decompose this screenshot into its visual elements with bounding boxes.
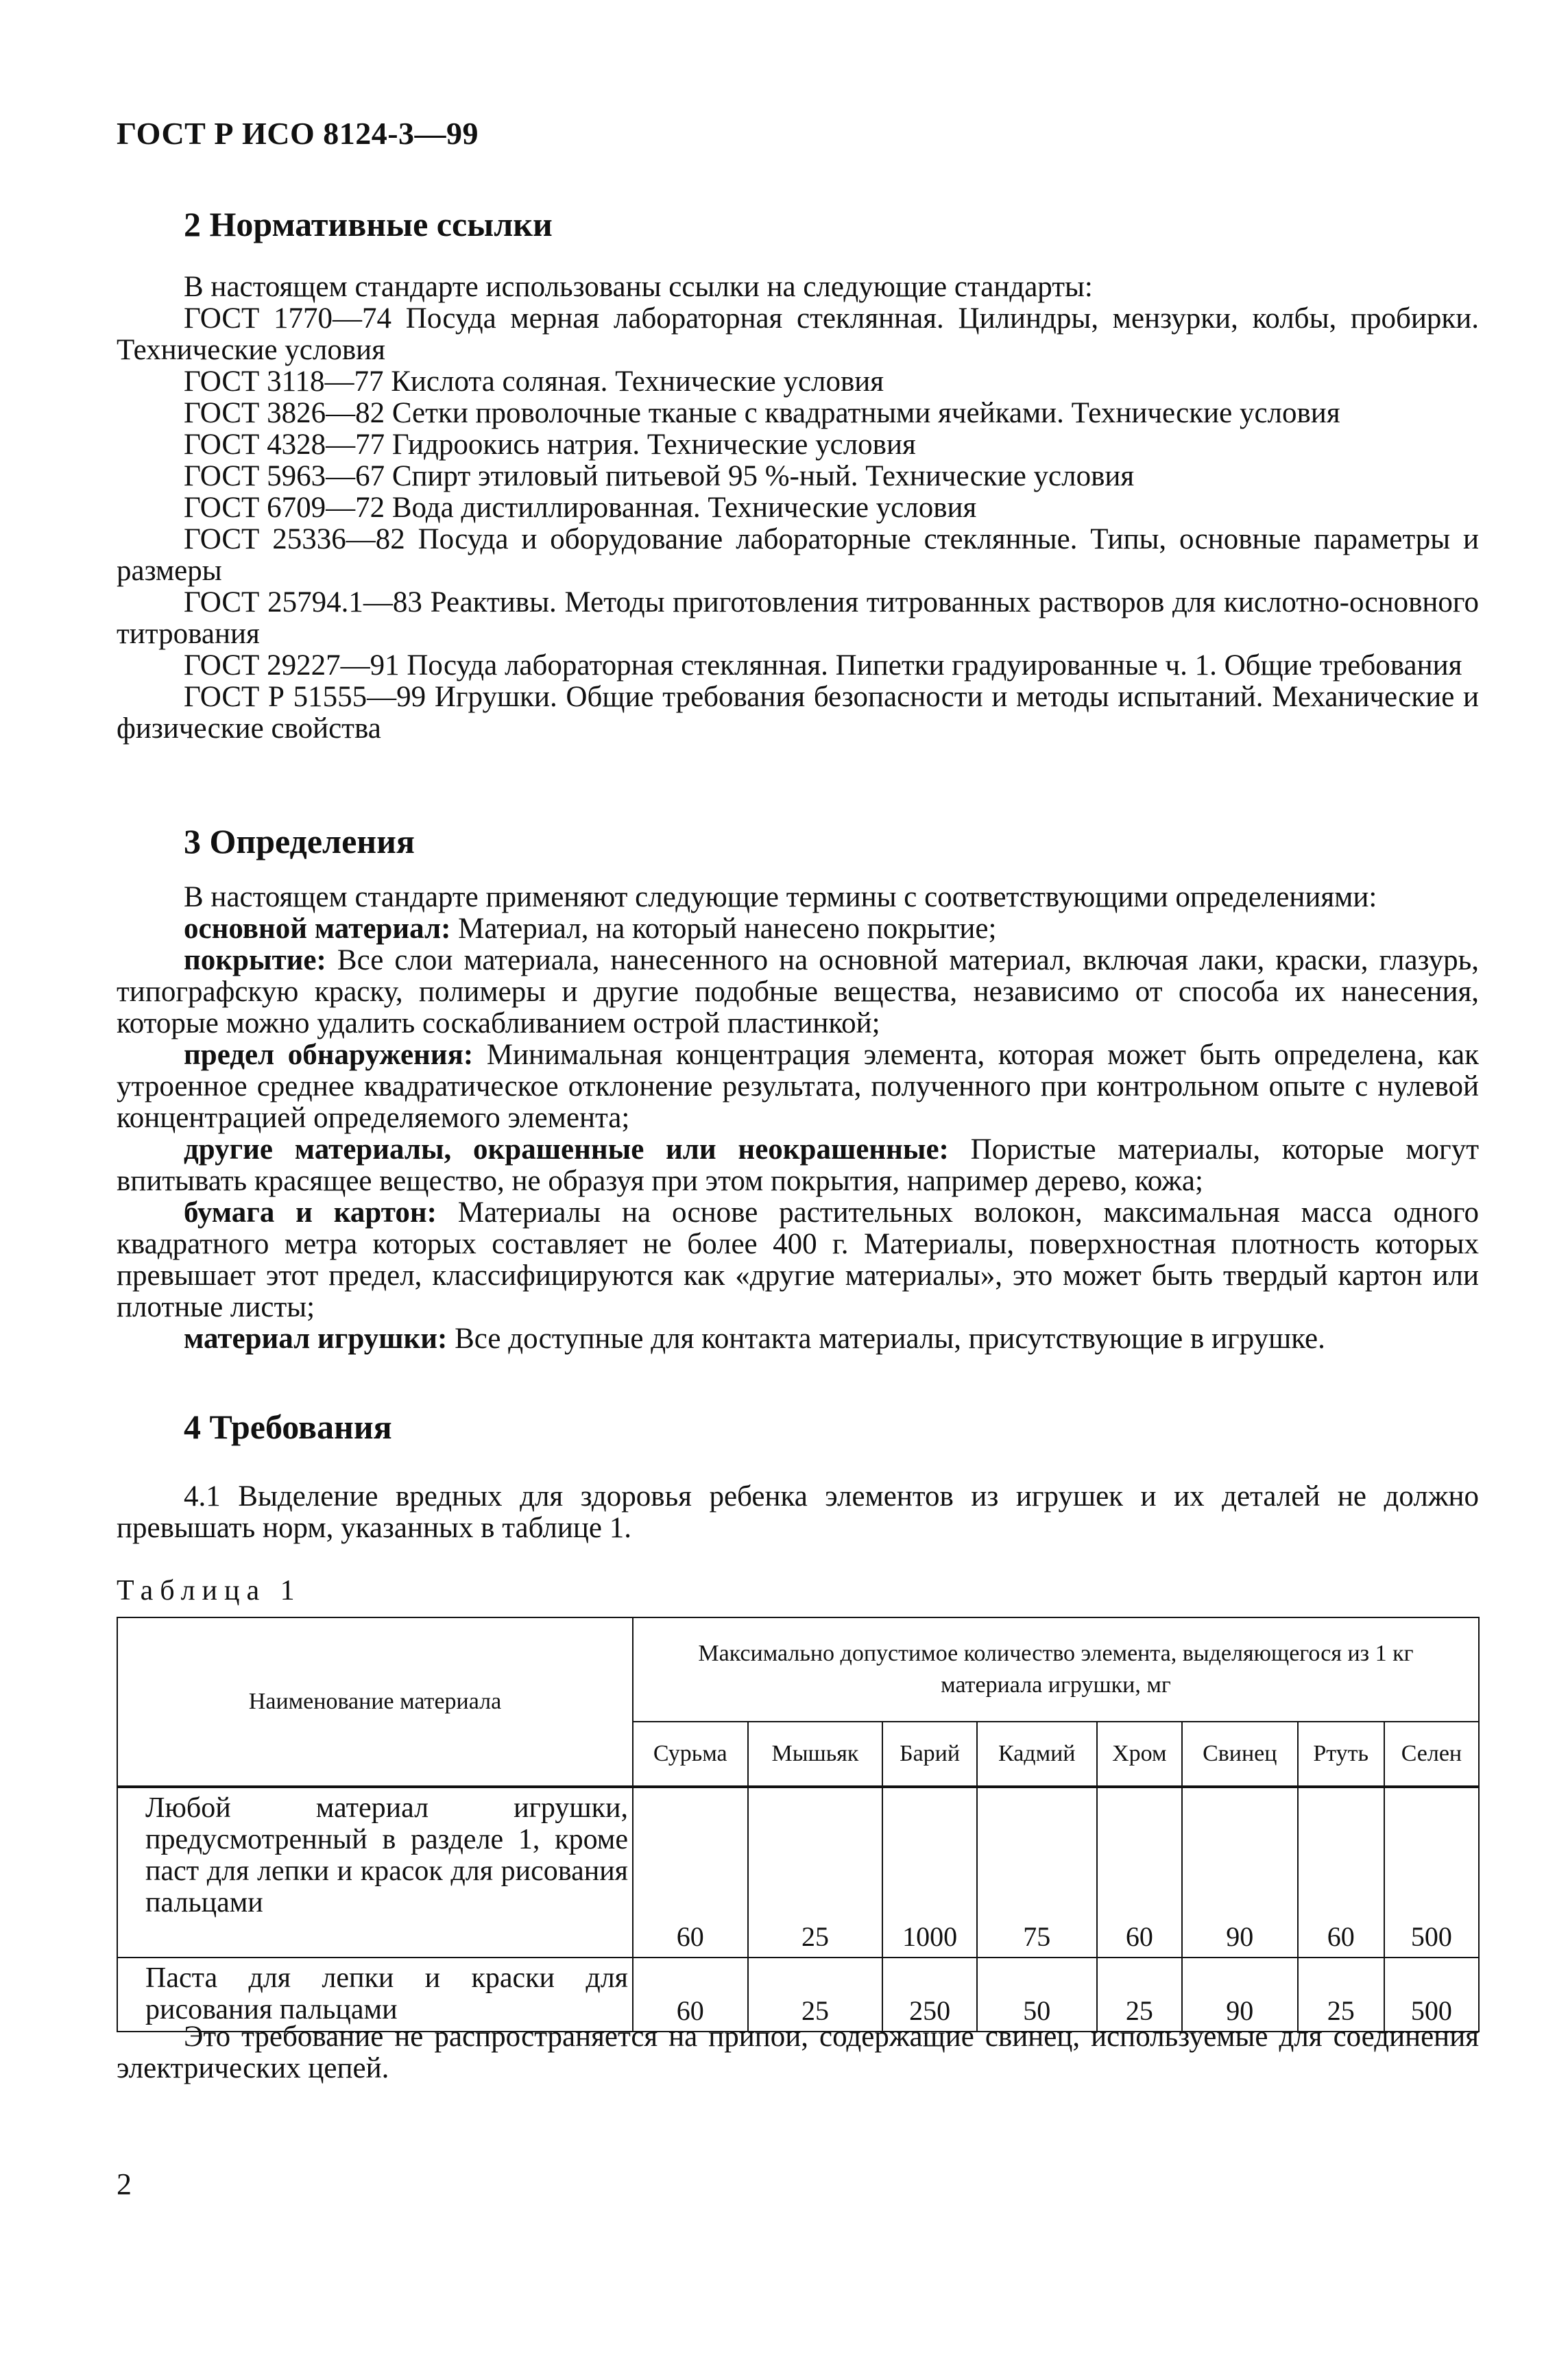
column-header-element: Мышьяк — [748, 1722, 883, 1787]
reference-item: ГОСТ 25336—82 Посуда и оборудование лабораторные стеклянные. Типы, основные параметры и размеры — [117, 523, 1479, 587]
definition-term: основной материал: — [184, 913, 451, 945]
value-cell: 60 — [633, 1787, 748, 1958]
definition-term: другие материалы, окрашенные или неокрашенные: — [184, 1133, 949, 1166]
definition-item — [117, 945, 1479, 1039]
page-number: 2 — [117, 2167, 132, 2201]
section-4-title: 4 Требования — [184, 1408, 392, 1446]
definition-text: Материалы на основе растительных волокон, максимальная масса одного квадратного метра которых составляет не более 400 г. Материалы, поверхностная плотность которых превышает этот предел, классифицируются как «другие материалы», это может быть твердый картон или плотные листы; — [117, 1196, 1479, 1323]
column-header-element: Хром — [1097, 1722, 1182, 1787]
column-header-material: Наименование материала — [117, 1617, 633, 1787]
reference-item: ГОСТ 5963—67 Спирт этиловый питьевой 95 %-ный. Технические условия — [184, 460, 1135, 492]
definition-text: Минимальная концентрация элемента, которая может быть определена, как утроенное среднее квадратическое отклонение результата, полученного при контрольном опыте с нулевой концентрацией определяемого элемента; — [117, 1039, 1480, 1134]
reference-item: ГОСТ 3826—82 Сетки проволочные тканые с квадратными ячейками. Технические условия — [184, 397, 1340, 429]
column-header-element: Сурьма — [633, 1722, 748, 1787]
definition-text: Пористые материалы, которые могут впитывать красящее вещество, не образуя при этом покрытия, например дерево, кожа; — [117, 1133, 1479, 1197]
definition-item — [117, 913, 1479, 945]
section-2-body — [117, 272, 1479, 745]
reference-item: ГОСТ 1770—74 Посуда мерная лабораторная стеклянная. Цилиндры, мензурки, колбы, пробирки. Технические условия — [117, 302, 1479, 366]
section-4-paragraph: 4.1 Выделение вредных для здоровья ребенка элементов из игрушек и их деталей не должно превышать норм, указанных в таблице 1. — [117, 1480, 1479, 1544]
definition-item — [117, 1323, 1479, 1355]
column-header-group: Максимально допустимое количество элемента, выделяющегося из 1 кг материала игрушки, мг — [633, 1617, 1479, 1722]
column-header-element: Селен — [1384, 1722, 1479, 1787]
value-cell: 90 — [1182, 1787, 1298, 1958]
reference-item: ГОСТ 3118—77 Кислота соляная. Технические условия — [184, 365, 884, 398]
value-cell: 25 — [748, 1787, 883, 1958]
column-header-element: Барий — [882, 1722, 976, 1787]
value-cell: 25 — [1097, 1958, 1182, 2032]
column-header-element: Свинец — [1182, 1722, 1298, 1787]
definition-item — [117, 1197, 1479, 1323]
definition-text: Все доступные для контакта материалы, присутствующие в игрушке. — [447, 1323, 1325, 1355]
value-cell: 60 — [633, 1958, 748, 2032]
section-3-title: 3 Определения — [184, 822, 415, 860]
definition-item — [117, 1134, 1479, 1197]
value-cell: 500 — [1384, 1787, 1479, 1958]
section-3-intro: В настоящем стандарте применяют следующие термины с соответствующими определениями: — [184, 881, 1377, 913]
column-header-element: Ртуть — [1298, 1722, 1384, 1787]
value-cell: 1000 — [882, 1787, 976, 1958]
section-3-body — [117, 882, 1479, 1355]
value-cell: 50 — [977, 1958, 1097, 2032]
value-cell: 25 — [748, 1958, 883, 2032]
value-cell: 90 — [1182, 1958, 1298, 2032]
value-cell: 75 — [977, 1787, 1097, 1958]
table-row — [117, 1787, 1479, 1958]
value-cell: 60 — [1097, 1787, 1182, 1958]
value-cell: 250 — [882, 1958, 976, 2032]
definition-term: покрытие: — [184, 944, 326, 976]
definition-text: Все слои материала, нанесенного на основной материал, включая лаки, краски, глазурь, типографскую краску, полимеры и другие подобные вещества, независимо от способа их нанесения, которые можно удалить соскабливанием острой пластинкой; — [117, 944, 1479, 1039]
value-cell: 500 — [1384, 1958, 1479, 2032]
definition-term: материал игрушки: — [184, 1323, 448, 1355]
document-header-code: ГОСТ Р ИСО 8124-3—99 — [117, 116, 479, 151]
reference-item: ГОСТ Р 51555—99 Игрушки. Общие требования безопасности и методы испытаний. Механические и физические свойства — [117, 681, 1479, 745]
definition-item — [117, 1039, 1479, 1134]
section-4-note: Это требование не распространяется на припои, содержащие свинец, используемые для соединения электрических цепей. — [117, 2021, 1479, 2084]
column-header-element: Кадмий — [977, 1722, 1097, 1787]
section-2-intro: В настоящем стандарте использованы ссылки на следующие стандарты: — [184, 271, 1093, 303]
reference-item: ГОСТ 6709—72 Вода дистиллированная. Технические условия — [184, 492, 977, 524]
value-cell: 25 — [1298, 1958, 1384, 2032]
definition-term: предел обнаружения: — [184, 1039, 474, 1071]
definition-term: бумага и картон: — [184, 1196, 437, 1229]
material-cell: Любой материал игрушки, предусмотренный в разделе 1, кроме паст для лепки и красок для рисования пальцами — [117, 1787, 633, 1958]
section-2-title: 2 Нормативные ссылки — [184, 205, 553, 243]
value-cell: 60 — [1298, 1787, 1384, 1958]
reference-item: ГОСТ 25794.1—83 Реактивы. Методы приготовления титрованных растворов для кислотно-основного титрования — [117, 586, 1479, 650]
elements-table — [117, 1617, 1480, 2032]
definition-text: Материал, на который нанесено покрытие; — [450, 913, 997, 945]
material-cell: Паста для лепки и краски для рисования пальцами — [117, 1958, 633, 2032]
reference-item: ГОСТ 4328—77 Гидроокись натрия. Технические условия — [184, 429, 916, 461]
reference-item: ГОСТ 29227—91 Посуда лабораторная стеклянная. Пипетки градуированные ч. 1. Общие требования — [184, 649, 1462, 682]
table-caption: Таблица 1 — [117, 1575, 302, 1606]
